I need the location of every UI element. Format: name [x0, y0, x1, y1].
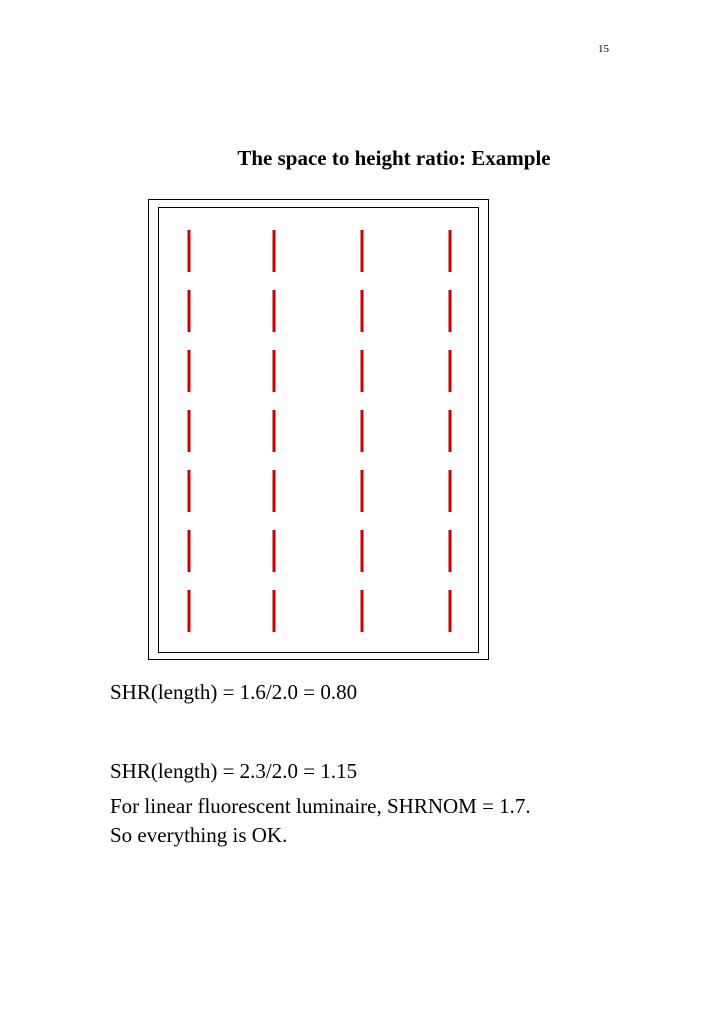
- page-title: The space to height ratio: Example: [237, 146, 551, 170]
- conclusion-statement: So everything is OK.: [110, 823, 288, 847]
- shrnom-statement: For linear fluorescent luminaire, SHRNOM = 1.7.: [110, 794, 531, 818]
- room-plan-diagram: [148, 199, 489, 660]
- page-number: 15: [598, 43, 609, 55]
- luminaire-grid: [189, 230, 450, 632]
- inner-frame: [159, 208, 479, 653]
- outer-frame: [149, 200, 489, 660]
- shr-length-result-1: SHR(length) = 1.6/2.0 = 0.80: [110, 680, 358, 704]
- room-plan-svg: [148, 199, 489, 660]
- shr-length-result-2: SHR(length) = 2.3/2.0 = 1.15: [110, 759, 358, 783]
